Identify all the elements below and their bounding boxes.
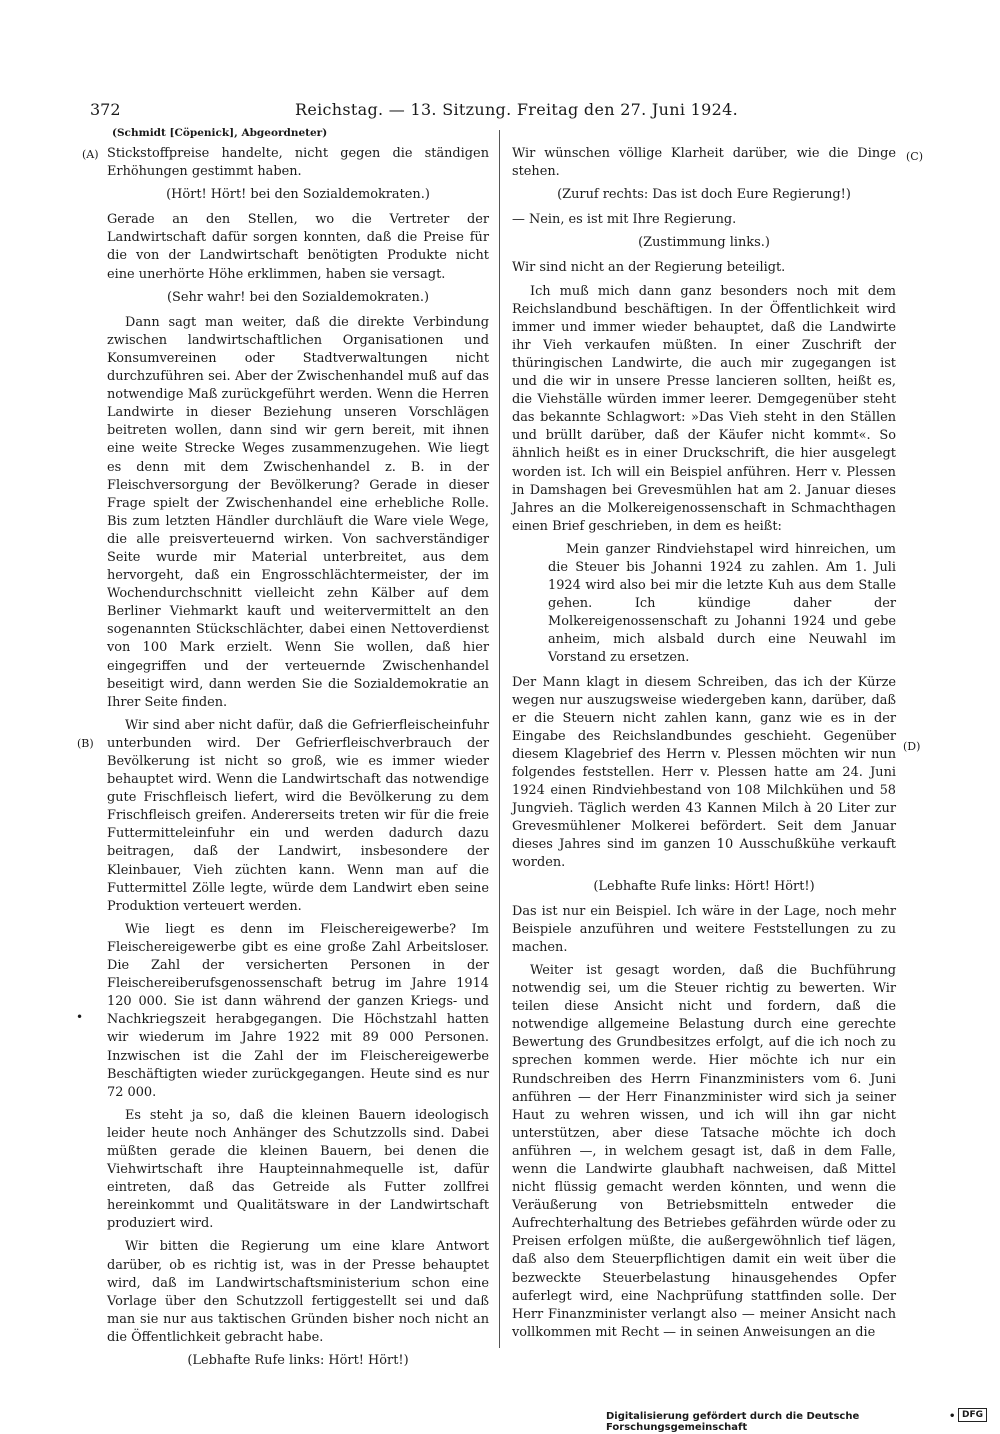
interjection: (Zustimmung links.) xyxy=(638,235,770,251)
running-title: Reichstag. — 13. Sitzung. Freitag den 27. Juni 1924. xyxy=(295,100,738,119)
paragraph: Weiter ist gesagt worden, daß die Buchführung notwendig sei, um die Steuer richtig zu bewerten. Wir teilen diese Ansicht nicht und fordern, daß die notwendige allgemeine Belastung durch eine gerechte Bewertung des Grundbesitzes erfolgt, auf die ich noch zu sprechen kommen werde. Hier möchte ich nur ein Rundschreiben des Herrn Finanzministers vom 6. Juni anführen — der Herr Finanzminister wird sich ja seiner Haut zu wehren wissen, und ich will ihn gar nicht unterstützen, aber diese Tatsache möchte ich doch anführen —, in welchem gesagt ist, daß in dem Falle, wenn die Landwirte glaubhaft nachweisen, daß Mittel nicht flüssig gemacht werden könnten, und wenn die Veräußerung von Betriebsmitteln entweder die Aufrechterhaltung des Betriebes gefährden würde oder zu Preisen erfolgen müßte, die außergewöhnlich tief lägen, daß also dem Steuerpflichtigen damit ein weit über die bezweckte Steuerbelastung hinausgehendes Opfer auferlegt wird, eine Nachprüfung stattfinden solle. Der Herr Finanzminister verlangt also — meiner Ansicht nach vollkommen mit Recht — in seinen Anweisungen an die xyxy=(512,962,896,1340)
paragraph: Wir bitten die Regierung um eine klare Antwort darüber, ob es richtig ist, was in der Presse behauptet wird, daß im Landwirtschaftsministerium schon eine Vorlage über den Schutzzoll fertiggestellt sei und daß man sie nur aus taktischen Gründen bisher noch nicht an die Öffentlichkeit gebracht habe. xyxy=(107,1239,489,1345)
paragraph: Stickstoffpreise handelte, nicht gegen die ständigen Erhöhungen gestimmt haben. xyxy=(107,146,489,180)
interjection: (Sehr wahr! bei den Sozialdemokraten.) xyxy=(167,289,429,305)
dfg-logo: DFG xyxy=(958,1408,987,1422)
speaker-note: (Schmidt [Cöpenick], Abgeordneter) xyxy=(112,127,328,139)
paragraph: Wir wünschen völlige Klarheit darüber, wie die Dinge stehen. xyxy=(512,146,896,180)
paragraph: Ich muß mich dann ganz besonders noch mit dem Reichslandbund beschäftigen. In der Öffentlichkeit wird immer und immer wieder behauptet, daß die Landwirte ihr Vieh verkaufen müßten. In einer Zuschrift der thüringischen Landwirte, die auch mir zugegangen ist und die wir in unsere Presse lancieren sollten, heißt es, die Viehställe würden immer leerer. Demgegenüber steht das bekannte Schlagwort: »Das Vieh steht in den Ställen und brüllt darüber, daß der Käufer nicht kommt«. So ähnlich heißt es in einer Druckschrift, die hier ausgelegt worden ist. Ich will ein Beispiel anführen. Herr v. Plessen in Damshagen bei Grevesmühlen hat am 2. Januar dieses Jahres an die Molkereigenossenschaft in Schmachthagen einen Brief geschrieben, in dem es heißt: xyxy=(512,283,896,534)
margin-dot: • xyxy=(76,1010,84,1024)
footer-funding-note: Digitalisierung gefördert durch die Deutsche Forschungsgemeinschaft xyxy=(606,1411,860,1433)
paragraph: Das ist nur ein Beispiel. Ich wäre in der Lage, noch mehr Beispiele anzuführen und weitere Feststellungen zu zu machen. xyxy=(512,903,896,955)
interjection: (Lebhafte Rufe links: Hört! Hört!) xyxy=(593,878,815,894)
paragraph: Wie liegt es denn im Fleischereigewerbe? Im Fleischereigewerbe gibt es eine große Zahl Arbeitsloser. Die Zahl der versicherten Personen in der Fleischereiberufsgenossenschaft betrug im Jahre 1914 120 000. Sie ist dann während der ganzen Kriegs- und Nachkriegszeit herabgegangen. Die Höchstzahl hatten wir wiederum im Jahre 1922 mit 89 000 Personen. Inzwischen ist die Zahl der im Fleischereigewerbe Beschäftigten wieder zurückgegangen. Heute sind es nur 72 000. xyxy=(107,921,489,1100)
interjection: (Lebhafte Rufe links: Hört! Hört!) xyxy=(187,1353,409,1368)
interjection: (Zuruf rechts: Das ist doch Eure Regierung!) xyxy=(557,187,851,203)
footer-separator: • xyxy=(949,1411,956,1422)
column-rule xyxy=(499,130,500,1348)
quoted-letter: Mein ganzer Rindviehstapel wird hinreichen, um die Steuer bis Johanni 1924 zu zahlen. Am 1. Juli 1924 wird also bei mir die letzte Kuh aus dem Stalle gehen. Ich kündige daher der Molkereigenossenschaft zu Johanni 1924 und gebe anheim, mich alsbald durch eine Neuwahl im Vorstand zu ersetzen. xyxy=(548,541,896,666)
interjection: (Hört! Hört! bei den Sozialdemokraten.) xyxy=(166,187,430,203)
paragraph: Wir sind nicht an der Regierung beteiligt. xyxy=(512,260,786,276)
left-column xyxy=(107,145,489,1377)
paragraph: Wir sind aber nicht dafür, daß die Gefrierfleischeinfuhr unterbunden wird. Der Gefrierfleischverbrauch der Bevölkerung ist nicht so groß, wie es immer wieder behauptet wird. Wenn die Landwirtschaft das notwendige gute Frischfleisch liefert, wird die Bevölkerung zu dem Frischfleisch greifen. Andererseits treten wir für die freie Futtermitteleinfuhr ein und werden dadurch dazu beitragen, daß der Landwirt, insbesondere der Kleinbauer, Vieh züchten kann. Wenn man auf die Futtermittel Zölle legte, würde dem Landwirt eben seine Produktion verteuert werden. xyxy=(107,717,489,914)
margin-marker-b: (B) xyxy=(77,737,94,750)
paragraph: Dann sagt man weiter, daß die direkte Verbindung zwischen landwirtschaftlichen Organisationen und Konsumvereinen oder Stadtverwaltungen nicht durchzuführen sei. Aber der Zwischenhandel muß auf das notwendige Maß zurückgeführt werden. Wenn die Herren Landwirte in dieser Beziehung unseren Vorschlägen beitreten wollen, dann sind wir gern bereit, mit ihnen eine weite Strecke Weges zusammenzugehen. Wie liegt es denn mit dem Zwischenhandel z. B. in der Fleischversorgung der Bevölkerung? Gerade in dieser Frage spielt der Zwischenhandel eine erhebliche Rolle. Bis zum letzten Händler durchläuft die Ware viele Wege, die alle preisverteuernd wirken. Von sachverständiger Seite wurde mir Material unterbreitet, aus dem hervorgeht, daß ein Engrosschlächtermeister, der im Wochendurchschnitt vielleicht zehn Kälber auf dem Berliner Viehmarkt kauft und weitervermittelt an den sogenannten Stückschlächter, dabei einen Nettoverdienst von 100 Mark erzielt. Wenn Sie wollen, daß hier eingegriffen und der verteuernde Zwischenhandel beseitigt wird, dann werden Sie die Sozialdemokratie an Ihrer Seite finden. xyxy=(107,314,489,710)
margin-marker-c: (C) xyxy=(906,150,923,163)
margin-marker-d: (D) xyxy=(903,740,921,753)
right-column xyxy=(512,145,896,1347)
paragraph: Der Mann klagt in diesem Schreiben, das ich der Kürze wegen nur auszugsweise wiedergeben kann, darüber, daß er die Steuern nicht zahlen kann, ganz wie es in der Eingabe des Reichslandbundes geschieht. Gegenüber diesem Klagebrief des Herrn v. Plessen möchten wir nun folgendes feststellen. Herr v. Plessen hatte am 24. Juni 1924 einen Rindviehbestand von 108 Milchkühen und 58 Jungvieh. Täglich werden 43 Kannen Milch à 20 Liter zur Grevesmühlener Molkerei befördert. Seit dem Januar dieses Jahres sind im ganzen 10 Ausschußkühe verkauft worden. xyxy=(512,674,896,871)
page-header xyxy=(90,100,910,122)
page-number: 372 xyxy=(90,100,121,119)
paragraph: Es steht ja so, daß die kleinen Bauern ideologisch leider heute noch Anhänger des Schutzzolls sind. Dabei müßten gerade die kleinen Bauern, bei denen die Viehwirtschaft ihre Haupteinnahmequelle ist, dafür eintreten, daß das Getreide als Futter zollfrei hereinkommt und Qualitätsware in der Landwirtschaft produziert wird. xyxy=(107,1107,489,1232)
paragraph: — Nein, es ist mit Ihre Regierung. xyxy=(512,212,737,228)
margin-marker-a: (A) xyxy=(82,148,99,161)
paragraph: Gerade an den Stellen, wo die Vertreter der Landwirtschaft dafür sorgen konnten, daß die Preise für die von der Landwirtschaft benötigten Produkte nicht eine unerhörte Höhe erklimmen, haben sie versagt. xyxy=(107,212,489,282)
